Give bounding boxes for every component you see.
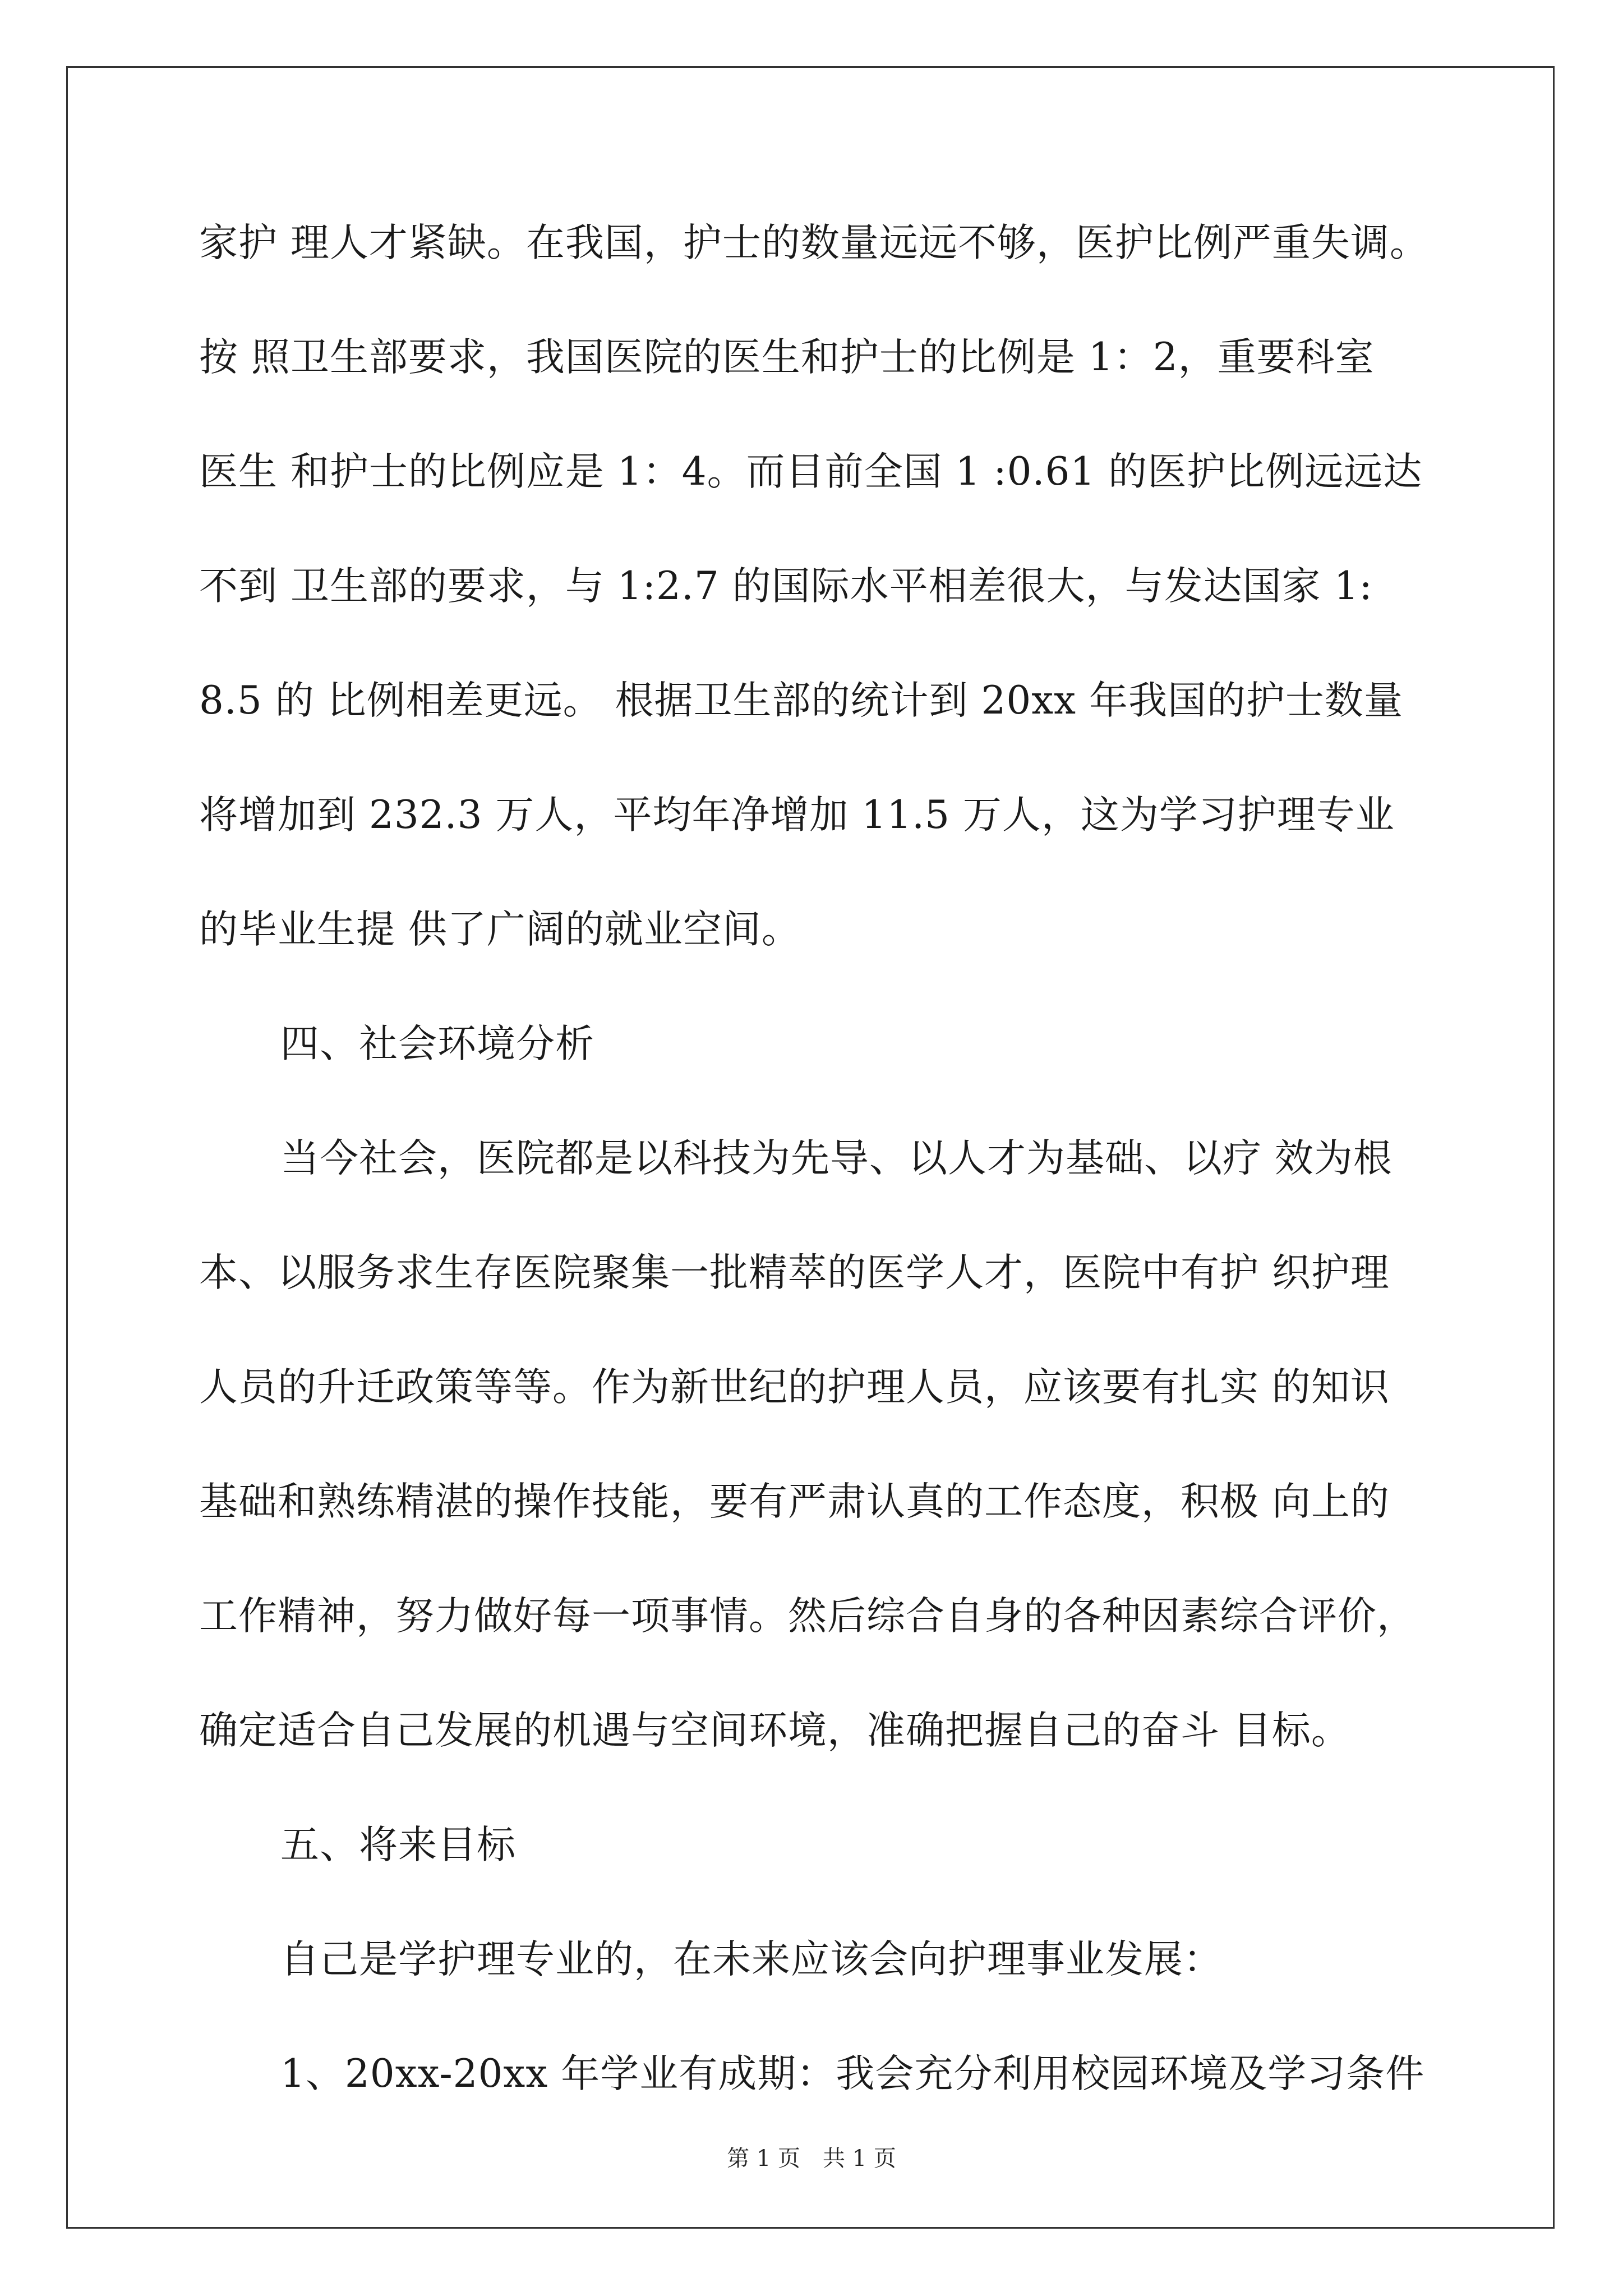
section-heading: 五、将来目标 — [280, 1823, 516, 1867]
paragraph-line: 当今社会，医院都是以科技为先导、以人才为基础、以疗 效为根 — [280, 1136, 1393, 1181]
paragraph-line: 工作精神，努力做好每一项事情。然后综合自身的各种因素综合评价， — [199, 1594, 1416, 1639]
paragraph-line: 本、以服务求生存医院聚集一批精萃的医学人才，医院中有护 织护理 — [199, 1250, 1390, 1295]
paragraph-line: 将增加到 232.3 万人，平均年净增加 11.5 万人，这为学习护理专业 — [199, 793, 1395, 838]
paragraph-line: 确定适合自己发展的机遇与空间环境，准确把握自己的奋斗 目标。 — [199, 1708, 1350, 1753]
paragraph-line: 不到 卫生部的要求，与 1:2.7 的国际水平相差很大，与发达国家 1: — [199, 564, 1373, 609]
paragraph-line: 的毕业生提 供了广阔的就业空间。 — [199, 907, 801, 952]
paragraph-line: 自己是学护理专业的，在未来应该会向护理事业发展： — [280, 1937, 1223, 1982]
page-footer: 第 1 页 共 1 页 — [727, 2146, 896, 2171]
section-heading: 四、社会环境分析 — [280, 1022, 594, 1066]
list-item: 1、20xx-20xx 年学业有成期：我会充分利用校园环境及学习条件 — [280, 2051, 1425, 2096]
paragraph-line: 基础和熟练精湛的操作技能，要有严肃认真的工作态度，积极 向上的 — [199, 1479, 1390, 1524]
paragraph-line: 按 照卫生部要求，我国医院的医生和护士的比例是 1：2，重要科室 — [199, 335, 1375, 380]
paragraph-line: 家护 理人才紧缺。在我国，护士的数量远远不够，医护比例严重失调。 — [199, 220, 1429, 265]
paragraph-line: 8.5 的 比例相差更远。 根据卫生部的统计到 20xx 年我国的护士数量 — [199, 678, 1404, 723]
paragraph-line: 医生 和护士的比例应是 1：4。而目前全国 1 :0.61 的医护比例远远达 — [199, 449, 1423, 494]
paragraph-line: 人员的升迁政策等等。作为新世纪的护理人员，应该要有扎实 的知识 — [199, 1365, 1390, 1410]
